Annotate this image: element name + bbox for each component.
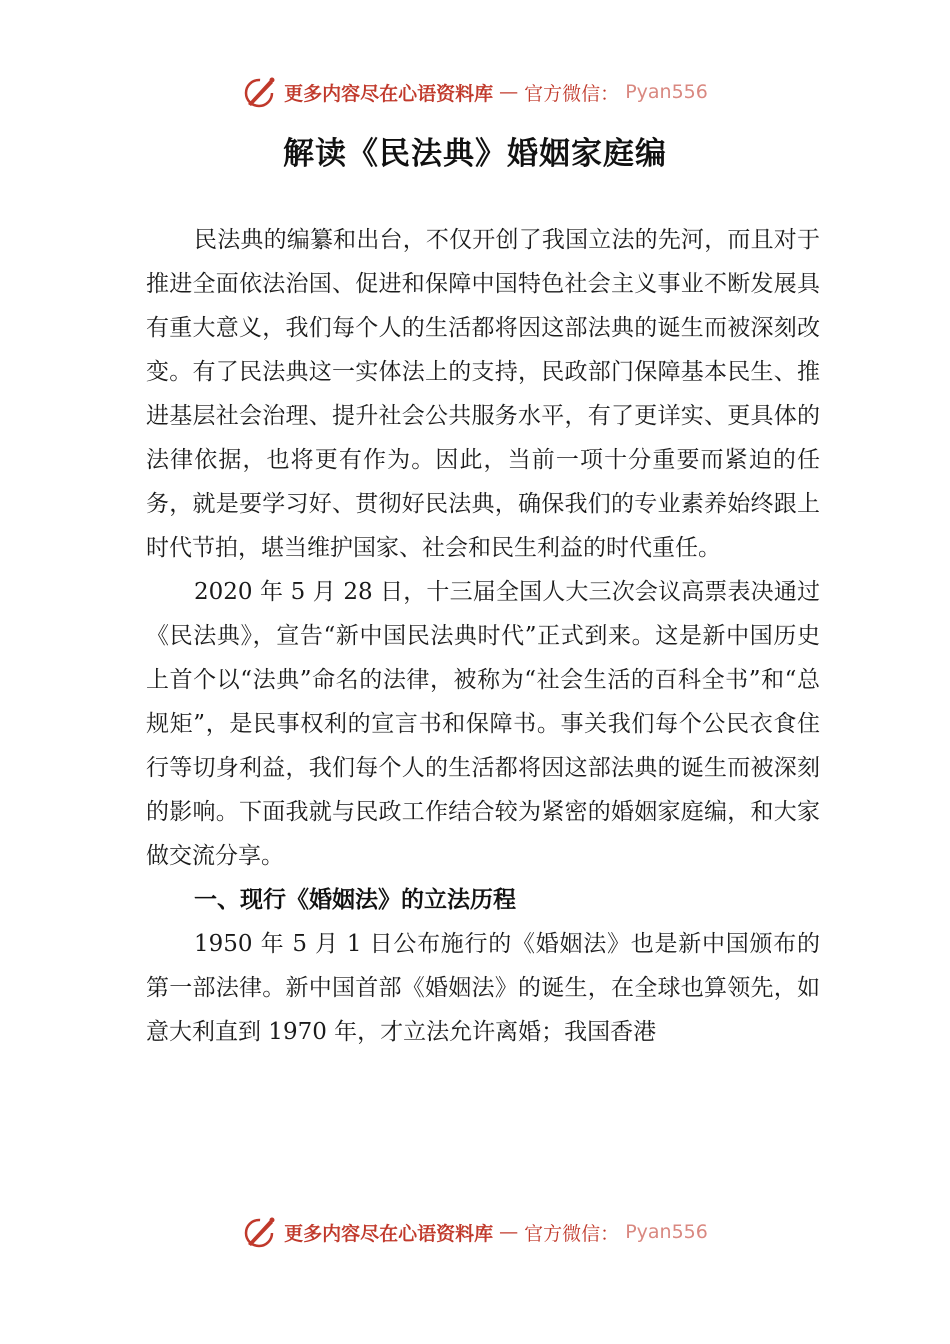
- watermark-wechat-label: 官方微信：: [524, 1222, 620, 1245]
- paragraph-background: 2020 年 5 月 28 日，十三届全国人大三次会议高票表决通过《民法典》，宣告“新中国民法典时代”正式到来。这是新中国历史上首个以“法典”命名的法律，被称为“社会生活的百科全书”和“总规矩”，是民事权利的宣言书和保障书。事关我们每个公民衣食住行等切身利益，我们每个人的生活都将因这部法典的诞生而被深刻的影响。下面我就与民政工作结合较为紧密的婚姻家庭编，和大家做交流分享。: [146, 579, 820, 869]
- header-watermark: [0, 72, 950, 112]
- brush-logo-icon: [242, 1214, 278, 1250]
- brush-logo-icon: [242, 74, 278, 110]
- paragraph-intro: 民法典的编纂和出台，不仅开创了我国立法的先河，而且对于推进全面依法治国、促进和保障中国特色社会主义事业不断发展具有重大意义，我们每个人的生活都将因这部法典的诞生而被深刻改变。有了民法典这一实体法上的支持，民政部门保障基本民生、推进基层社会治理、提升社会公共服务水平，有了更详实、更具体的法律依据，也将更有作为。因此，当前一项十分重要而紧迫的任务，就是要学习好、贯彻好民法典，确保我们的专业素养始终跟上时代节拍，堪当维护国家、社会和民生利益的时代重任。: [146, 227, 820, 561]
- watermark-wechat-label: 官方微信：: [524, 82, 620, 105]
- document-title: 解读《民法典》婚姻家庭编: [283, 136, 667, 172]
- watermark-wechat-id: Pyan556: [625, 1221, 708, 1243]
- watermark-dash: —: [499, 81, 519, 103]
- watermark-brand: 更多内容尽在心语资料库: [284, 82, 494, 105]
- footer-watermark: [0, 1212, 950, 1252]
- document-body: [146, 218, 820, 1054]
- watermark-brand: 更多内容尽在心语资料库: [284, 1222, 494, 1245]
- watermark-wechat-id: Pyan556: [625, 81, 708, 103]
- section-heading: 一、现行《婚姻法》的立法历程: [194, 887, 516, 913]
- watermark-dash: —: [499, 1221, 519, 1243]
- paragraph-section-one: 1950 年 5 月 1 日公布施行的《婚姻法》也是新中国颁布的第一部法律。新中国首部《婚姻法》的诞生，在全球也算领先，如意大利直到 1970 年，才立法允许离婚；我国香港: [146, 931, 820, 1045]
